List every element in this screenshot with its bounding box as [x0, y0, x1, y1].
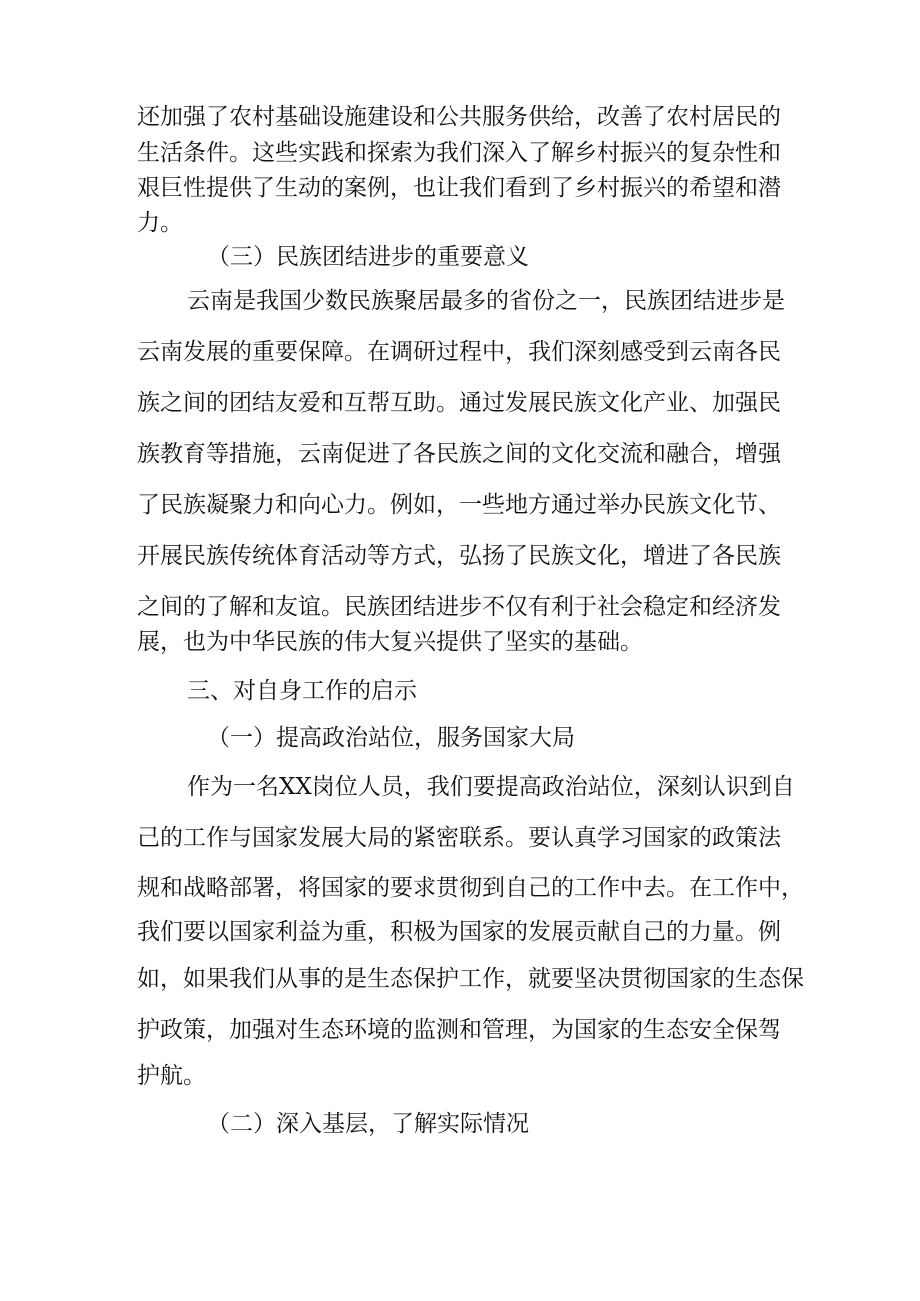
paragraph-line: 己的工作与国家发展大局的紧密联系。要认真学习国家的政策法 [137, 825, 781, 851]
paragraph-line: 护政策，加强对生态环境的监测和管理，为国家的生态安全保驾 [137, 1017, 781, 1043]
subsection-heading: （一）提高政治站位，服务国家大局 [207, 725, 575, 751]
paragraph-line: 还加强了农村基础设施建设和公共服务供给，改善了农村居民的 [137, 104, 781, 130]
paragraph-line: 护航。 [137, 1063, 206, 1089]
paragraph-line: 如，如果我们从事的是生态保护工作，就要坚决贯彻国家的生态保 [137, 966, 804, 992]
paragraph-line: 了民族凝聚力和向心力。例如，一些地方通过举办民族文化节、 [137, 492, 781, 518]
paragraph-line: 规和战略部署，将国家的要求贯彻到自己的工作中去。在工作中， [137, 875, 804, 901]
paragraph-line: 力。 [137, 210, 183, 236]
section-heading: 三、对自身工作的启示 [187, 678, 417, 704]
paragraph-line: 云南是我国少数民族聚居最多的省份之一，民族团结进步是 [187, 288, 785, 314]
subsection-heading: （三）民族团结进步的重要意义 [207, 244, 529, 270]
paragraph-line: 之间的了解和友谊。民族团结进步不仅有利于社会稳定和经济发 [137, 594, 781, 620]
paragraph-line: 我们要以国家利益为重，积极为国家的发展贡献自己的力量。例 [137, 919, 781, 945]
paragraph-line: 族之间的团结友爱和互帮互助。通过发展民族文化产业、加强民 [137, 390, 781, 416]
paragraph-line: 开展民族传统体育活动等方式，弘扬了民族文化，增进了各民族 [137, 543, 781, 569]
paragraph-line: 作为一名XX岗位人员，我们要提高政治站位，深刻认识到自 [187, 774, 795, 800]
paragraph-line: 族教育等措施，云南促进了各民族之间的文化交流和融合，增强 [137, 441, 781, 467]
paragraph-line: 展，也为中华民族的伟大复兴提供了坚实的基础。 [137, 629, 643, 655]
subsection-heading: （二）深入基层，了解实际情况 [207, 1111, 529, 1137]
paragraph-line: 云南发展的重要保障。在调研过程中，我们深刻感受到云南各民 [137, 339, 781, 365]
paragraph-line: 艰巨性提供了生动的案例，也让我们看到了乡村振兴的希望和潜 [137, 175, 781, 201]
paragraph-line: 生活条件。这些实践和探索为我们深入了解乡村振兴的复杂性和 [137, 140, 781, 166]
